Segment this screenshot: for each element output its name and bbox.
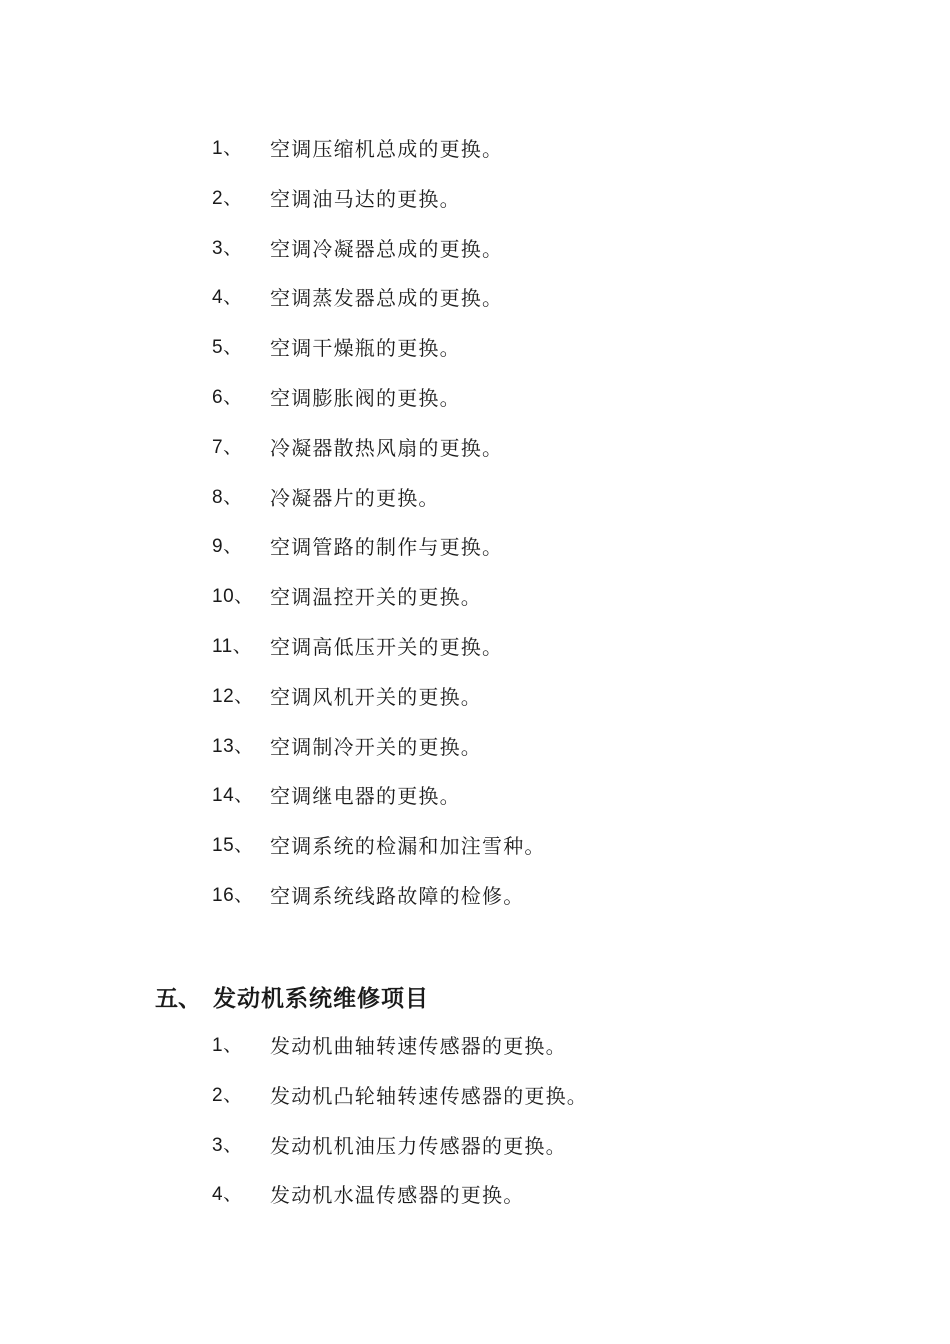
list-item xyxy=(0,379,950,429)
list-item xyxy=(0,1077,950,1127)
list-item xyxy=(0,1127,950,1177)
list-item xyxy=(0,827,950,877)
item-number: 9、 xyxy=(212,536,243,558)
list-item xyxy=(0,1027,950,1077)
item-text: 空调蒸发器总成的更换。 xyxy=(270,286,504,311)
item-text: 空调制冷开关的更换。 xyxy=(270,734,482,759)
list-item xyxy=(0,279,950,329)
engine-repair-list xyxy=(0,1027,950,1226)
item-text: 发动机凸轮轴转速传感器的更换。 xyxy=(270,1083,588,1108)
item-number: 2、 xyxy=(212,1084,243,1106)
item-text: 空调继电器的更换。 xyxy=(270,784,461,809)
item-text: 空调膨胀阀的更换。 xyxy=(270,385,461,410)
list-item xyxy=(0,130,950,180)
item-text: 发动机机油压力传感器的更换。 xyxy=(270,1133,567,1158)
item-text: 空调风机开关的更换。 xyxy=(270,684,482,709)
item-number: 14、 xyxy=(212,785,254,807)
item-number: 4、 xyxy=(212,287,243,309)
section-heading xyxy=(155,979,429,1019)
item-number: 6、 xyxy=(212,386,243,408)
item-text: 发动机曲轴转速传感器的更换。 xyxy=(270,1034,567,1058)
item-number: 13、 xyxy=(212,735,254,757)
air-conditioning-repair-list xyxy=(0,130,950,927)
item-number: 3、 xyxy=(212,1134,243,1156)
item-text: 冷凝器散热风扇的更换。 xyxy=(270,435,504,460)
item-number: 2、 xyxy=(212,187,243,209)
item-text: 空调温控开关的更换。 xyxy=(270,585,482,610)
list-item xyxy=(0,678,950,728)
item-text: 空调干燥瓶的更换。 xyxy=(270,336,461,361)
list-item xyxy=(0,479,950,529)
list-item xyxy=(0,528,950,578)
list-item xyxy=(0,1176,950,1226)
item-text: 冷凝器片的更换。 xyxy=(270,485,440,510)
item-number: 8、 xyxy=(212,486,243,508)
item-number: 1、 xyxy=(212,1035,243,1056)
item-number: 5、 xyxy=(212,337,243,359)
section-number: 五、 xyxy=(155,986,201,1012)
list-item xyxy=(0,578,950,628)
list-item xyxy=(0,230,950,280)
item-text: 空调系统线路故障的检修。 xyxy=(270,883,525,908)
list-item xyxy=(0,628,950,678)
item-number: 16、 xyxy=(212,884,254,906)
list-item xyxy=(0,329,950,379)
list-item xyxy=(0,180,950,230)
item-number: 12、 xyxy=(212,685,254,707)
item-text: 空调管路的制作与更换。 xyxy=(270,535,504,560)
section-title: 发动机系统维修项目 xyxy=(213,986,429,1012)
list-item xyxy=(0,877,950,927)
list-item xyxy=(0,777,950,827)
item-text: 空调冷凝器总成的更换。 xyxy=(270,236,504,261)
item-number: 3、 xyxy=(212,237,243,259)
list-item xyxy=(0,429,950,479)
item-text: 空调高低压开关的更换。 xyxy=(270,634,504,659)
item-text: 空调油马达的更换。 xyxy=(270,186,461,211)
item-text: 发动机水温传感器的更换。 xyxy=(270,1183,525,1208)
item-number: 15、 xyxy=(212,835,254,857)
item-number: 7、 xyxy=(212,436,243,458)
item-number: 4、 xyxy=(212,1184,243,1206)
item-number: 1、 xyxy=(212,138,243,159)
item-text: 空调压缩机总成的更换。 xyxy=(270,137,504,161)
item-text: 空调系统的检漏和加注雪种。 xyxy=(270,834,546,859)
item-number: 10、 xyxy=(212,586,254,608)
list-item xyxy=(0,728,950,778)
item-number: 11、 xyxy=(212,635,253,657)
